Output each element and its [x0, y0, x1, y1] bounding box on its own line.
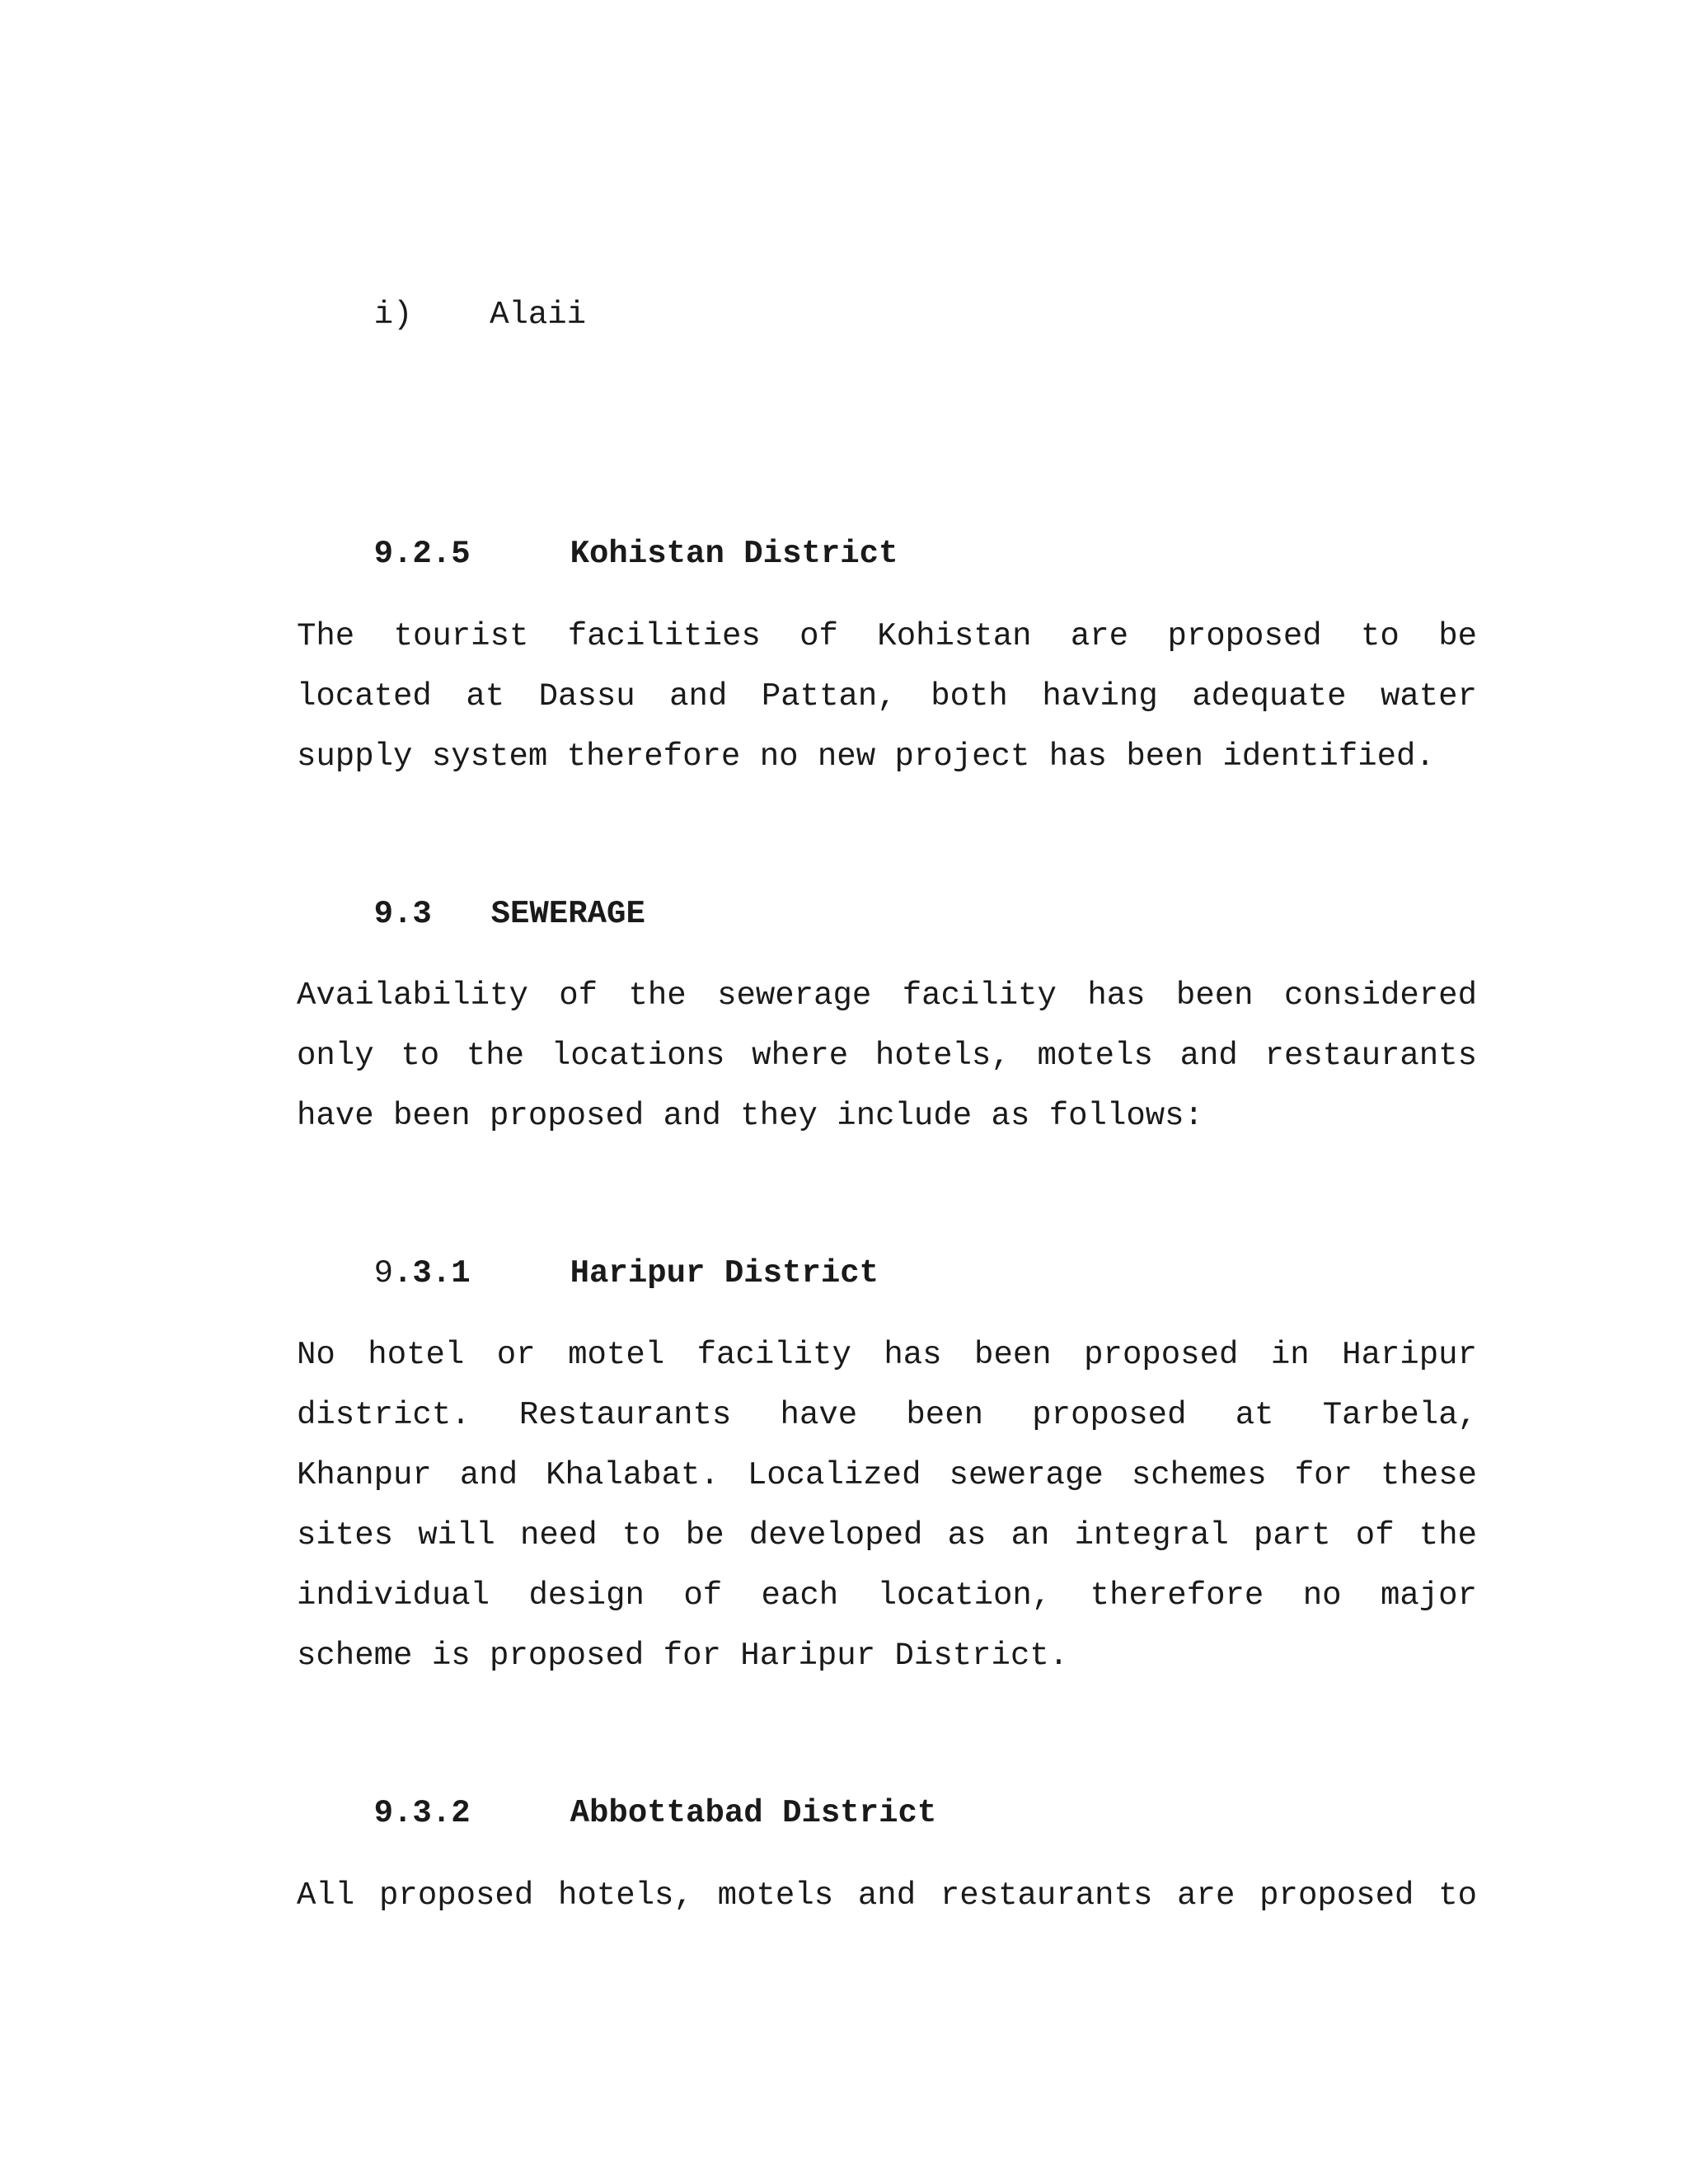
list-item-marker: i)	[373, 297, 413, 333]
section-paragraph	[297, 1866, 1477, 1926]
paragraph-line: All proposed hotels, motels and restaurants are proposed to	[297, 1877, 1477, 1914]
paragraph-line: district. Restaurants have been proposed at Tarbela,	[297, 1397, 1477, 1433]
section-title: Kohistan District	[570, 536, 898, 572]
paragraph-line: located at Dassu and Pattan, both having adequate water	[297, 678, 1477, 715]
section-number-suffix: .3.1	[393, 1255, 471, 1291]
paragraph-line: only to the locations where hotels, motels and restaurants	[297, 1038, 1477, 1074]
section-heading	[297, 855, 645, 973]
section-title: Abbottabad District	[570, 1795, 937, 1831]
list-item-text: Alaii	[490, 297, 587, 333]
paragraph-line: individual design of each location, therefore no major	[297, 1577, 1477, 1614]
section-title: SEWERAGE	[490, 896, 645, 932]
section-title: Haripur District	[570, 1255, 879, 1291]
paragraph-line: Availability of the sewerage facility has been considered	[297, 977, 1477, 1014]
section-number-prefix: 9	[373, 1255, 394, 1291]
section-heading	[297, 494, 898, 613]
paragraph-line: No hotel or motel facility has been proposed in Haripur	[297, 1337, 1477, 1373]
section-number: 9.2.5	[373, 536, 471, 572]
paragraph-line: sites will need to be developed as an integral part of the	[297, 1517, 1477, 1554]
section-paragraph	[297, 1325, 1477, 1686]
paragraph-line: Khanpur and Khalabat. Localized sewerage schemes for these	[297, 1457, 1477, 1493]
section-number: 9.3	[373, 896, 432, 932]
paragraph-line: have been proposed and they include as follows:	[297, 1098, 1203, 1134]
list-item	[297, 255, 586, 374]
paragraph-line: The tourist facilities of Kohistan are proposed to be	[297, 618, 1477, 654]
section-heading	[297, 1754, 936, 1872]
section-number: 9.3.2	[373, 1795, 471, 1831]
paragraph-line: scheme is proposed for Haripur District.	[297, 1638, 1069, 1674]
section-paragraph	[297, 607, 1477, 787]
section-heading	[297, 1214, 879, 1333]
section-paragraph	[297, 966, 1477, 1146]
paragraph-line: supply system therefore no new project has been identified.	[297, 738, 1435, 775]
